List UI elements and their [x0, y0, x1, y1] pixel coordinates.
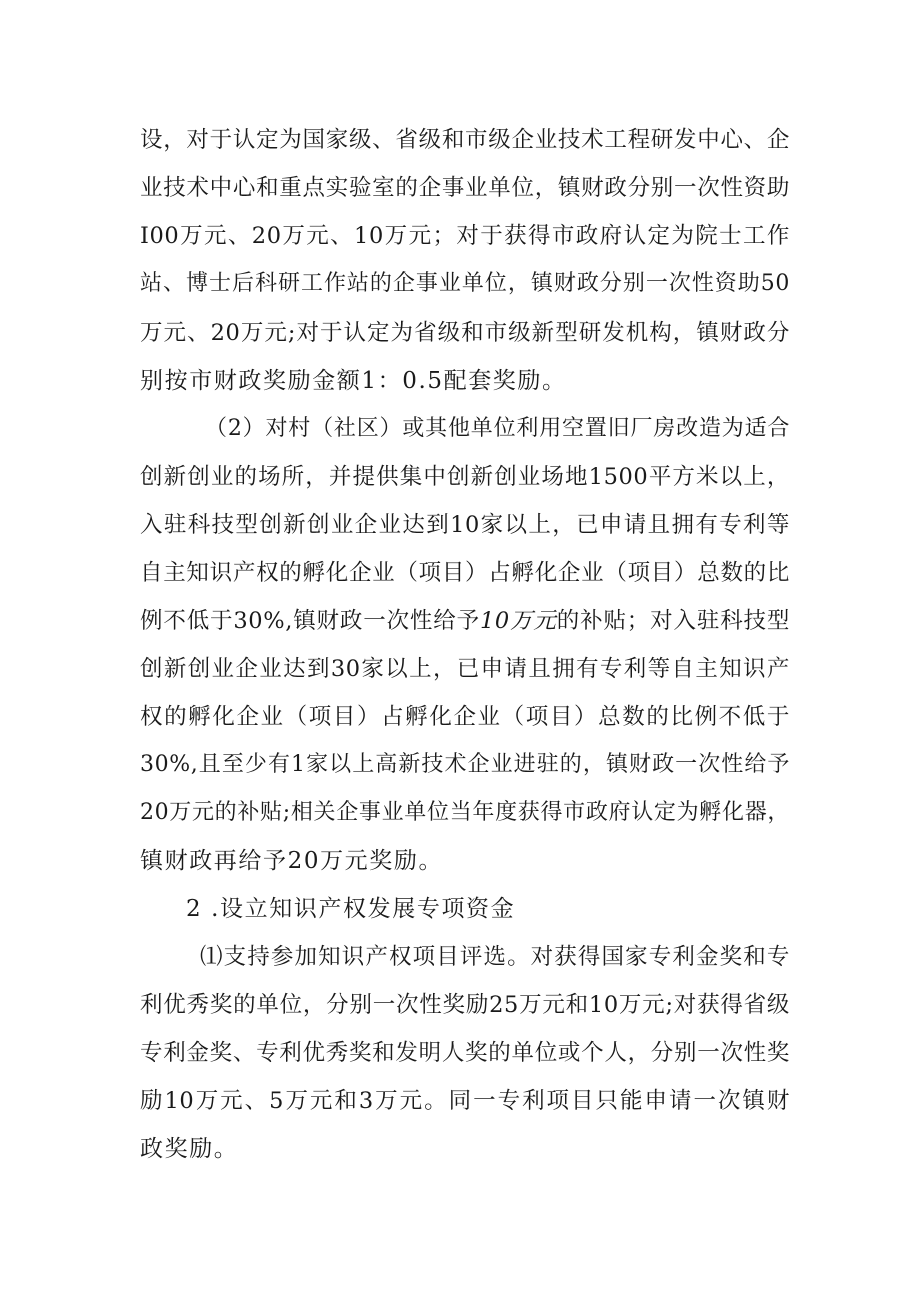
paragraph-line: 设，对于认定为国家级、省级和市级企业技术工程研发中心、企	[140, 127, 790, 153]
paragraph-line: 30%,且至少有1家以上高新技术企业进驻的，镇财政一次性给予	[140, 752, 790, 777]
line-text-end: 的补贴；对入驻科技型	[556, 608, 790, 634]
italic-amount: 10万元	[479, 608, 557, 634]
paragraph-line: （2）对村（社区）或其他单位利用空置旧厂房改造为适合	[205, 416, 790, 441]
paragraph-line: 镇财政再给予20万元奖励。	[140, 848, 444, 874]
paragraph-line: 创新创业的场所，并提供集中创新创业场地1500平方米以上，	[140, 464, 790, 490]
paragraph-line: 利优秀奖的单位，分别一次性奖励25万元和10万元;对获得省级	[140, 992, 790, 1018]
paragraph-line: 站、博士后科研工作站的企事业单位，镇财政分别一次性资助50	[140, 271, 790, 296]
paragraph-line: 专利金奖、专利优秀奖和发明人奖的单位或个人，分别一次性奖	[140, 1040, 790, 1066]
line-text-start: 例不低于30%,镇财政一次性给予	[140, 608, 480, 634]
paragraph-line: 政奖励。	[140, 1136, 239, 1162]
paragraph-line: 业技术中心和重点实验室的企事业单位，镇财政分别一次性资助	[140, 175, 790, 201]
paragraph-line: 创新创业企业达到30家以上，已申请且拥有专利等自主知识产	[140, 656, 790, 682]
paragraph-line: 别按市财政奖励金额1：0.5配套奖励。	[140, 368, 567, 394]
paragraph-line-mixed	[140, 606, 790, 636]
paragraph-line: 万元、20万元;对于认定为省级和市级新型研发机构，镇财政分	[140, 320, 790, 346]
section-heading: 2 .设立知识产权发展专项资金	[186, 896, 516, 922]
paragraph-line: 自主知识产权的孵化企业（项目）占孵化企业（项目）总数的比	[140, 560, 790, 586]
paragraph-line: 入驻科技型创新创业企业达到10家以上，已申请且拥有专利等	[140, 512, 790, 538]
paragraph-line: I00万元、20万元、10万元；对于获得市政府认定为院士工作	[140, 223, 790, 249]
paragraph-line: 20万元的补贴;相关企事业单位当年度获得市政府认定为孵化器，	[140, 800, 790, 825]
paragraph-line: ⑴支持参加知识产权项目评选。对获得国家专利金奖和专	[200, 944, 790, 970]
paragraph-line: 权的孵化企业（项目）占孵化企业（项目）总数的比例不低于	[140, 704, 790, 730]
paragraph-line: 励10万元、5万元和3万元。同一专利项目只能申请一次镇财	[140, 1088, 790, 1114]
